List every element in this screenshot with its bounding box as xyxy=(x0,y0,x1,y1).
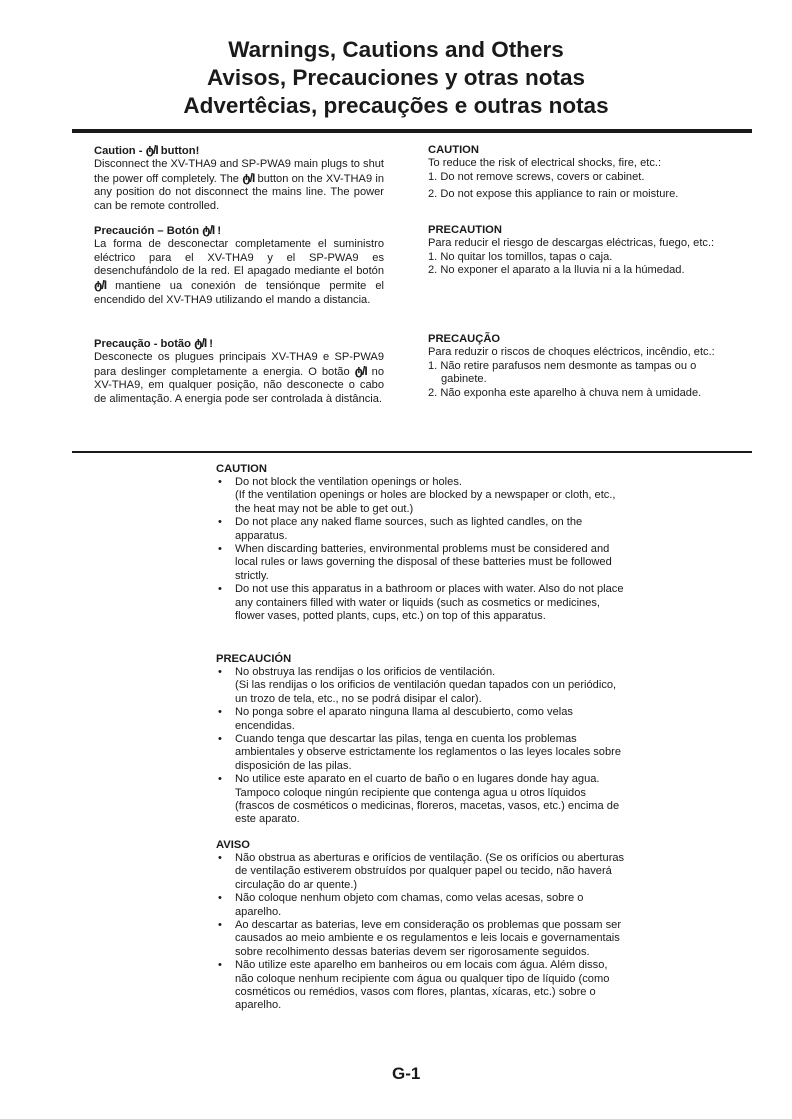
list-item: 1. Não retire parafusos nem desmonte as tampas ou o gabinete. xyxy=(428,359,697,386)
bullet-icon: • xyxy=(218,959,222,972)
list-item: • Do not block the ventilation openings or holes. (If the ventilation openings or holes are blocked by a newspaper or cloth, etc., the heat may not be able to get out.) xyxy=(218,476,616,515)
power-standby-icon: ტ/I xyxy=(194,336,207,350)
bullet-icon: • xyxy=(218,666,222,678)
bullet-icon: • xyxy=(218,852,222,864)
title-spanish: Avisos, Precauciones y otras notas xyxy=(206,65,586,90)
caution-list-pt xyxy=(216,838,626,1013)
bullet-list xyxy=(216,666,626,827)
caution-list-en xyxy=(216,462,626,623)
list-item: • Cuando tenga que descartar las pilas, tenga en cuenta los problemas ambientales y observe estrictamente los reglamentos o las leyes locales sobre disposición de las pilas. xyxy=(218,733,622,772)
list-item: • Do not use this apparatus in a bathroom or places with water. Also do not place any containers filled with water or liquids (such as cosmetics or medicines, flower vases, potted plants, cups, etc.) on top of this apparatus. xyxy=(218,583,624,623)
top-divider xyxy=(72,129,752,133)
bullet-icon: • xyxy=(218,476,222,488)
bullet-icon: • xyxy=(218,773,222,786)
list-item: • Não coloque nenhum objeto com chamas, como velas acesas, sobre o aparelho. xyxy=(218,892,584,918)
section-heading: CAUTION xyxy=(216,463,267,475)
caution-button-section-es xyxy=(94,223,384,308)
section-heading: PRECAUÇÃO xyxy=(428,333,501,345)
bullet-icon: • xyxy=(218,543,222,556)
section-heading: CAUTION xyxy=(428,144,479,156)
list-item: 1. Do not remove screws, covers or cabinet. xyxy=(428,170,645,183)
bullet-list xyxy=(216,476,626,623)
caution-section-en xyxy=(428,143,720,202)
list-item: • No ponga sobre el aparato ninguna llama al descubierto, como velas encendidas. xyxy=(218,706,573,732)
section-heading: PRECAUTION xyxy=(428,224,502,236)
bullet-icon: • xyxy=(218,583,222,596)
page-number: G-1 xyxy=(392,1064,421,1083)
section-text: Disconnect the XV-THA9 and SP-PWA9 main plugs to shut the power off completely. The ტ/I button on the XV-THA9 in any position do not disconnect the mains line. The power can be remote controlled. xyxy=(94,158,385,213)
page-title-group xyxy=(0,36,792,120)
section-intro: Para reduzir o riscos de choques eléctricos, incêndio, etc.: xyxy=(428,346,715,358)
list-item: 2. No exponer el aparato a la lluvia ni a la húmedad. xyxy=(428,264,685,277)
section-intro: To reduce the risk of electrical shocks, fire, etc.: xyxy=(428,157,662,169)
list-item: • Não obstrua as aberturas e orifícios de ventilação. (Se os orifícios ou aberturas de ventilação estiverem obstruídos por qualquer papel ou tecido, não haverá circulação do ar quente.) xyxy=(218,852,625,891)
list-item: • Ao descartar as baterias, leve em consideração os problemas que possam ser causados ao meio ambiente e os regulamentos e leis locais e governamentais sobre recolhimento dessas baterias devem ser rigorosamente seguidos. xyxy=(218,919,622,958)
power-standby-icon: ტ/I xyxy=(354,363,367,378)
section-heading: Caution - ტ/I button! xyxy=(94,143,200,157)
caution-list-es xyxy=(216,652,626,827)
section-heading: Precaução - botão ტ/I ! xyxy=(94,336,214,350)
section-text: La forma de desconectar completamente el suministro eléctrico para el XV-THA9 y el SP-PWA9 es desenchufándolo de la red. El apagado mediante el botón ტ/I mantiene ua conexión de tensiónque permite el encendido del XV-THA9 utilizando el mando a distancia. xyxy=(94,238,384,306)
bullet-icon: • xyxy=(218,892,222,905)
bullet-icon: • xyxy=(218,706,222,719)
numbered-list xyxy=(428,171,720,202)
list-item: 1. No quitar los tomillos, tapas o caja. xyxy=(428,250,613,263)
power-standby-icon: ტ/I xyxy=(145,143,158,157)
caution-button-section-pt xyxy=(94,336,384,407)
caution-section-pt xyxy=(428,332,720,401)
list-item: • No utilice este aparato en el cuarto de baño o en lugares donde hay agua. Tampoco coloque ningún recipiente que contenga agua u otros líquidos (frascos de cosméticos o medicinas, floreros, macetas, vasos, etc.) encima de este aparato. xyxy=(218,773,620,826)
middle-divider xyxy=(72,451,752,453)
list-item: • Não utilize este aparelho em banheiros ou em locais com água. Além disso, não coloque nenhum recipiente com água ou qualquer tipo de líquido (como cosméticos ou remédios, vasos com flores, plantas, xícaras, etc.) sobre o aparelho. xyxy=(218,959,610,1012)
section-heading: AVISO xyxy=(216,839,250,851)
section-heading: PRECAUCIÓN xyxy=(216,653,292,665)
bullet-icon: • xyxy=(218,733,222,746)
numbered-list xyxy=(428,360,720,401)
bullet-list xyxy=(216,852,626,1013)
bullet-icon: • xyxy=(218,516,222,529)
title-portuguese: Advertêcias, precauções e outras notas xyxy=(183,93,609,118)
power-standby-icon: ტ/I xyxy=(242,170,255,185)
bullet-icon: • xyxy=(218,919,222,932)
numbered-list xyxy=(428,251,720,278)
caution-section-es xyxy=(428,223,720,278)
section-heading: Precaución – Botón ტ/I ! xyxy=(94,223,222,237)
power-standby-icon: ტ/I xyxy=(202,223,215,237)
power-standby-icon: ტ/I xyxy=(94,278,107,293)
list-item: 2. Do not expose this appliance to rain or moisture. xyxy=(428,188,679,201)
section-intro: Para reducir el riesgo de descargas eléctricas, fuego, etc.: xyxy=(428,237,715,249)
list-item: • No obstruya las rendijas o los orificios de ventilación. (Si las rendijas o los orificios de ventilación quedan tapados con un periódico, un trozo de tela, etc., no se podrá disipar el calor). xyxy=(218,666,617,705)
section-text: Desconecte os plugues principais XV-THA9 e SP-PWA9 para deslinger completamente a energia. O botão ტ/I no XV-THA9, em qualquer posição, não desconecte o cabo de alimentação. A energia pode ser controlada à distância. xyxy=(94,351,385,406)
title-english: Warnings, Cautions and Others xyxy=(228,37,564,62)
list-item: • Do not place any naked flame sources, such as lighted candles, on the apparatus. xyxy=(218,516,583,542)
caution-button-section-en xyxy=(94,143,384,214)
list-item: 2. Não exponha este aparelho à chuva nem à umidade. xyxy=(428,387,702,400)
list-item: • When discarding batteries, environmental problems must be considered and local rules or laws governing the disposal of these batteries must be followed strictly. xyxy=(218,543,612,582)
